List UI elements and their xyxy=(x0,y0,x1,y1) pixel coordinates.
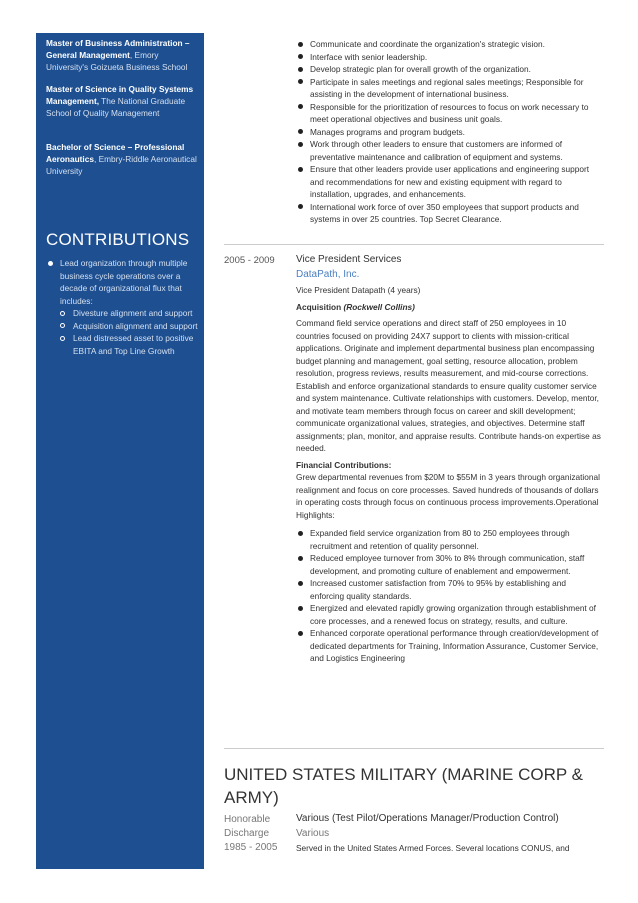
bullet-icon xyxy=(298,54,303,59)
list-item: International work force of over 350 employees that support products and systems in over 25 countries. Top Secret Clearance. xyxy=(296,201,601,226)
job-description: Served in the United States Armed Forces. Several locations CONUS, and xyxy=(296,843,570,853)
list-item: Reduced employee turnover from 30% to 8% through communication, staff development, and promoting culture of enablement and empowerment. xyxy=(296,552,601,577)
list-item: Manages programs and program budgets. xyxy=(296,126,601,139)
list-item: Participate in sales meetings and regional sales meetings; Responsible for assisting in the development of international business. xyxy=(296,76,601,101)
degree-school: , Embry-Riddle Aeronautical University xyxy=(46,154,197,176)
job-title: Vice President Services xyxy=(296,254,402,265)
bullet-icon xyxy=(298,79,303,84)
list-subitem: Lead distressed asset to positive EBITA and Top Line Growth xyxy=(46,332,200,357)
section-divider xyxy=(224,244,604,245)
education-entry-mba xyxy=(46,37,198,73)
list-item: Enhanced corporate operational performance through creation/development of dedicated departments for Training, Information Assurance, Customer Service, and Logistics Engineering xyxy=(296,627,601,665)
list-subitem: Divesture alignment and support xyxy=(46,307,200,320)
degree-name: Master of Science in Quality Systems Management, xyxy=(46,84,194,106)
financial-heading: Financial Contributions: xyxy=(296,459,392,470)
list-item: Energized and elevated rapidly growing organization through establishment of core processes, and a renewed focus on strategy, results, and culture. xyxy=(296,602,601,627)
circle-bullet-icon xyxy=(60,336,65,341)
bullet-icon xyxy=(298,204,303,209)
bullet-icon xyxy=(298,67,303,72)
list-item: Interface with senior leadership. xyxy=(296,51,601,64)
job-entry-datapath xyxy=(296,254,601,665)
company-name: DataPath, Inc. xyxy=(296,269,360,280)
acquisition-line: Acquisition (Rockwell Collins) xyxy=(296,301,415,312)
list-item: Communicate and coordinate the organization's strategic vision. xyxy=(296,38,601,51)
bullet-icon xyxy=(298,531,303,536)
list-item: Increased customer satisfaction from 70% to 95% by establishing and enforcing quality standards. xyxy=(296,577,601,602)
list-subitem: Acquisition alignment and support xyxy=(46,320,200,333)
education-entry-bs xyxy=(46,141,198,177)
degree-name: Master of Business Administration – General Management xyxy=(46,38,190,60)
sidebar xyxy=(36,33,204,869)
bullet-icon xyxy=(298,129,303,134)
list-item: Responsible for the prioritization of resources to focus on work necessary to meet operational objectives and business unit goals. xyxy=(296,101,601,126)
highlights-list xyxy=(296,527,601,665)
education-entry-msqm xyxy=(46,83,198,119)
bullet-icon xyxy=(298,142,303,147)
military-section-title: UNITED STATES MILITARY (MARINE CORP & ARMY) xyxy=(224,765,583,807)
circle-bullet-icon xyxy=(60,323,65,328)
list-item: Develop strategic plan for overall growth of the organization. xyxy=(296,63,601,76)
previous-job-bullets xyxy=(296,38,601,226)
circle-bullet-icon xyxy=(60,311,65,316)
job-description: Command field service operations and direct staff of 250 employees in 10 countries focused on providing 24X7 support to clients with mission-critical applications. Originate and implement departmental business plan encompassing budget planning and management, goal setting, resource allocation, problem resolution, progress reviews, results measurement, and mid-course corrections. Establish and enforce organizational standards to ensure quality customer service and system maintenance. Cultivate relationships with customers. Develop, mentor, and motivate team members through focus on career and skill development; communicate organizational values, strategies, and objectives. Determine staff assignments; plan, monitor, and appraise results. Contribute hands-on expertise as needed. xyxy=(296,318,601,453)
bullet-icon xyxy=(298,167,303,172)
bullet-icon xyxy=(298,581,303,586)
company-name: Various xyxy=(296,828,330,839)
list-item: Work through other leaders to ensure that customers are informed of preventative maintenance and calibration of equipment and systems. xyxy=(296,138,601,163)
job-years: 2005 - 2009 xyxy=(224,255,275,266)
list-item: Ensure that other leaders provide user applications and engineering support and recommendations for new and existing equipment with regard to installation, upgrades, and enhancements. xyxy=(296,163,601,201)
financial-text: Grew departmental revenues from $20M to $55M in 3 years through organizational realignment and focus on core processes. Saved hundreds of thousands of dollars in operating costs through focus on continuous process improvements.Operational Highlights: xyxy=(296,472,600,520)
bullet-icon xyxy=(298,556,303,561)
bullet-icon xyxy=(298,104,303,109)
job-subtitle: Vice President Datapath (4 years) xyxy=(296,285,421,295)
list-item: Expanded field service organization from 80 to 250 employees through recruitment and retention of quality personnel. xyxy=(296,527,601,552)
section-divider xyxy=(224,748,604,749)
list-item: Lead organization through multiple business cycle operations over a decade of organizational flux that includes: xyxy=(46,257,200,307)
bullet-icon xyxy=(298,42,303,47)
bullet-icon xyxy=(48,261,53,266)
contributions-list xyxy=(46,257,200,357)
degree-name: Bachelor of Science – Professional Aeronautics xyxy=(46,142,185,164)
bullet-icon xyxy=(298,606,303,611)
degree-school: , Emory University's Goizueta Business School xyxy=(46,50,188,72)
job-entry-military xyxy=(296,813,601,855)
military-left-meta: Honorable Discharge 1985 - 2005 xyxy=(224,814,278,853)
contributions-heading: CONTRIBUTIONS xyxy=(46,230,190,249)
job-title: Various (Test Pilot/Operations Manager/Production Control) xyxy=(296,813,559,824)
bullet-icon xyxy=(298,631,303,636)
degree-school: The National Graduate School of Quality Management xyxy=(46,96,186,118)
